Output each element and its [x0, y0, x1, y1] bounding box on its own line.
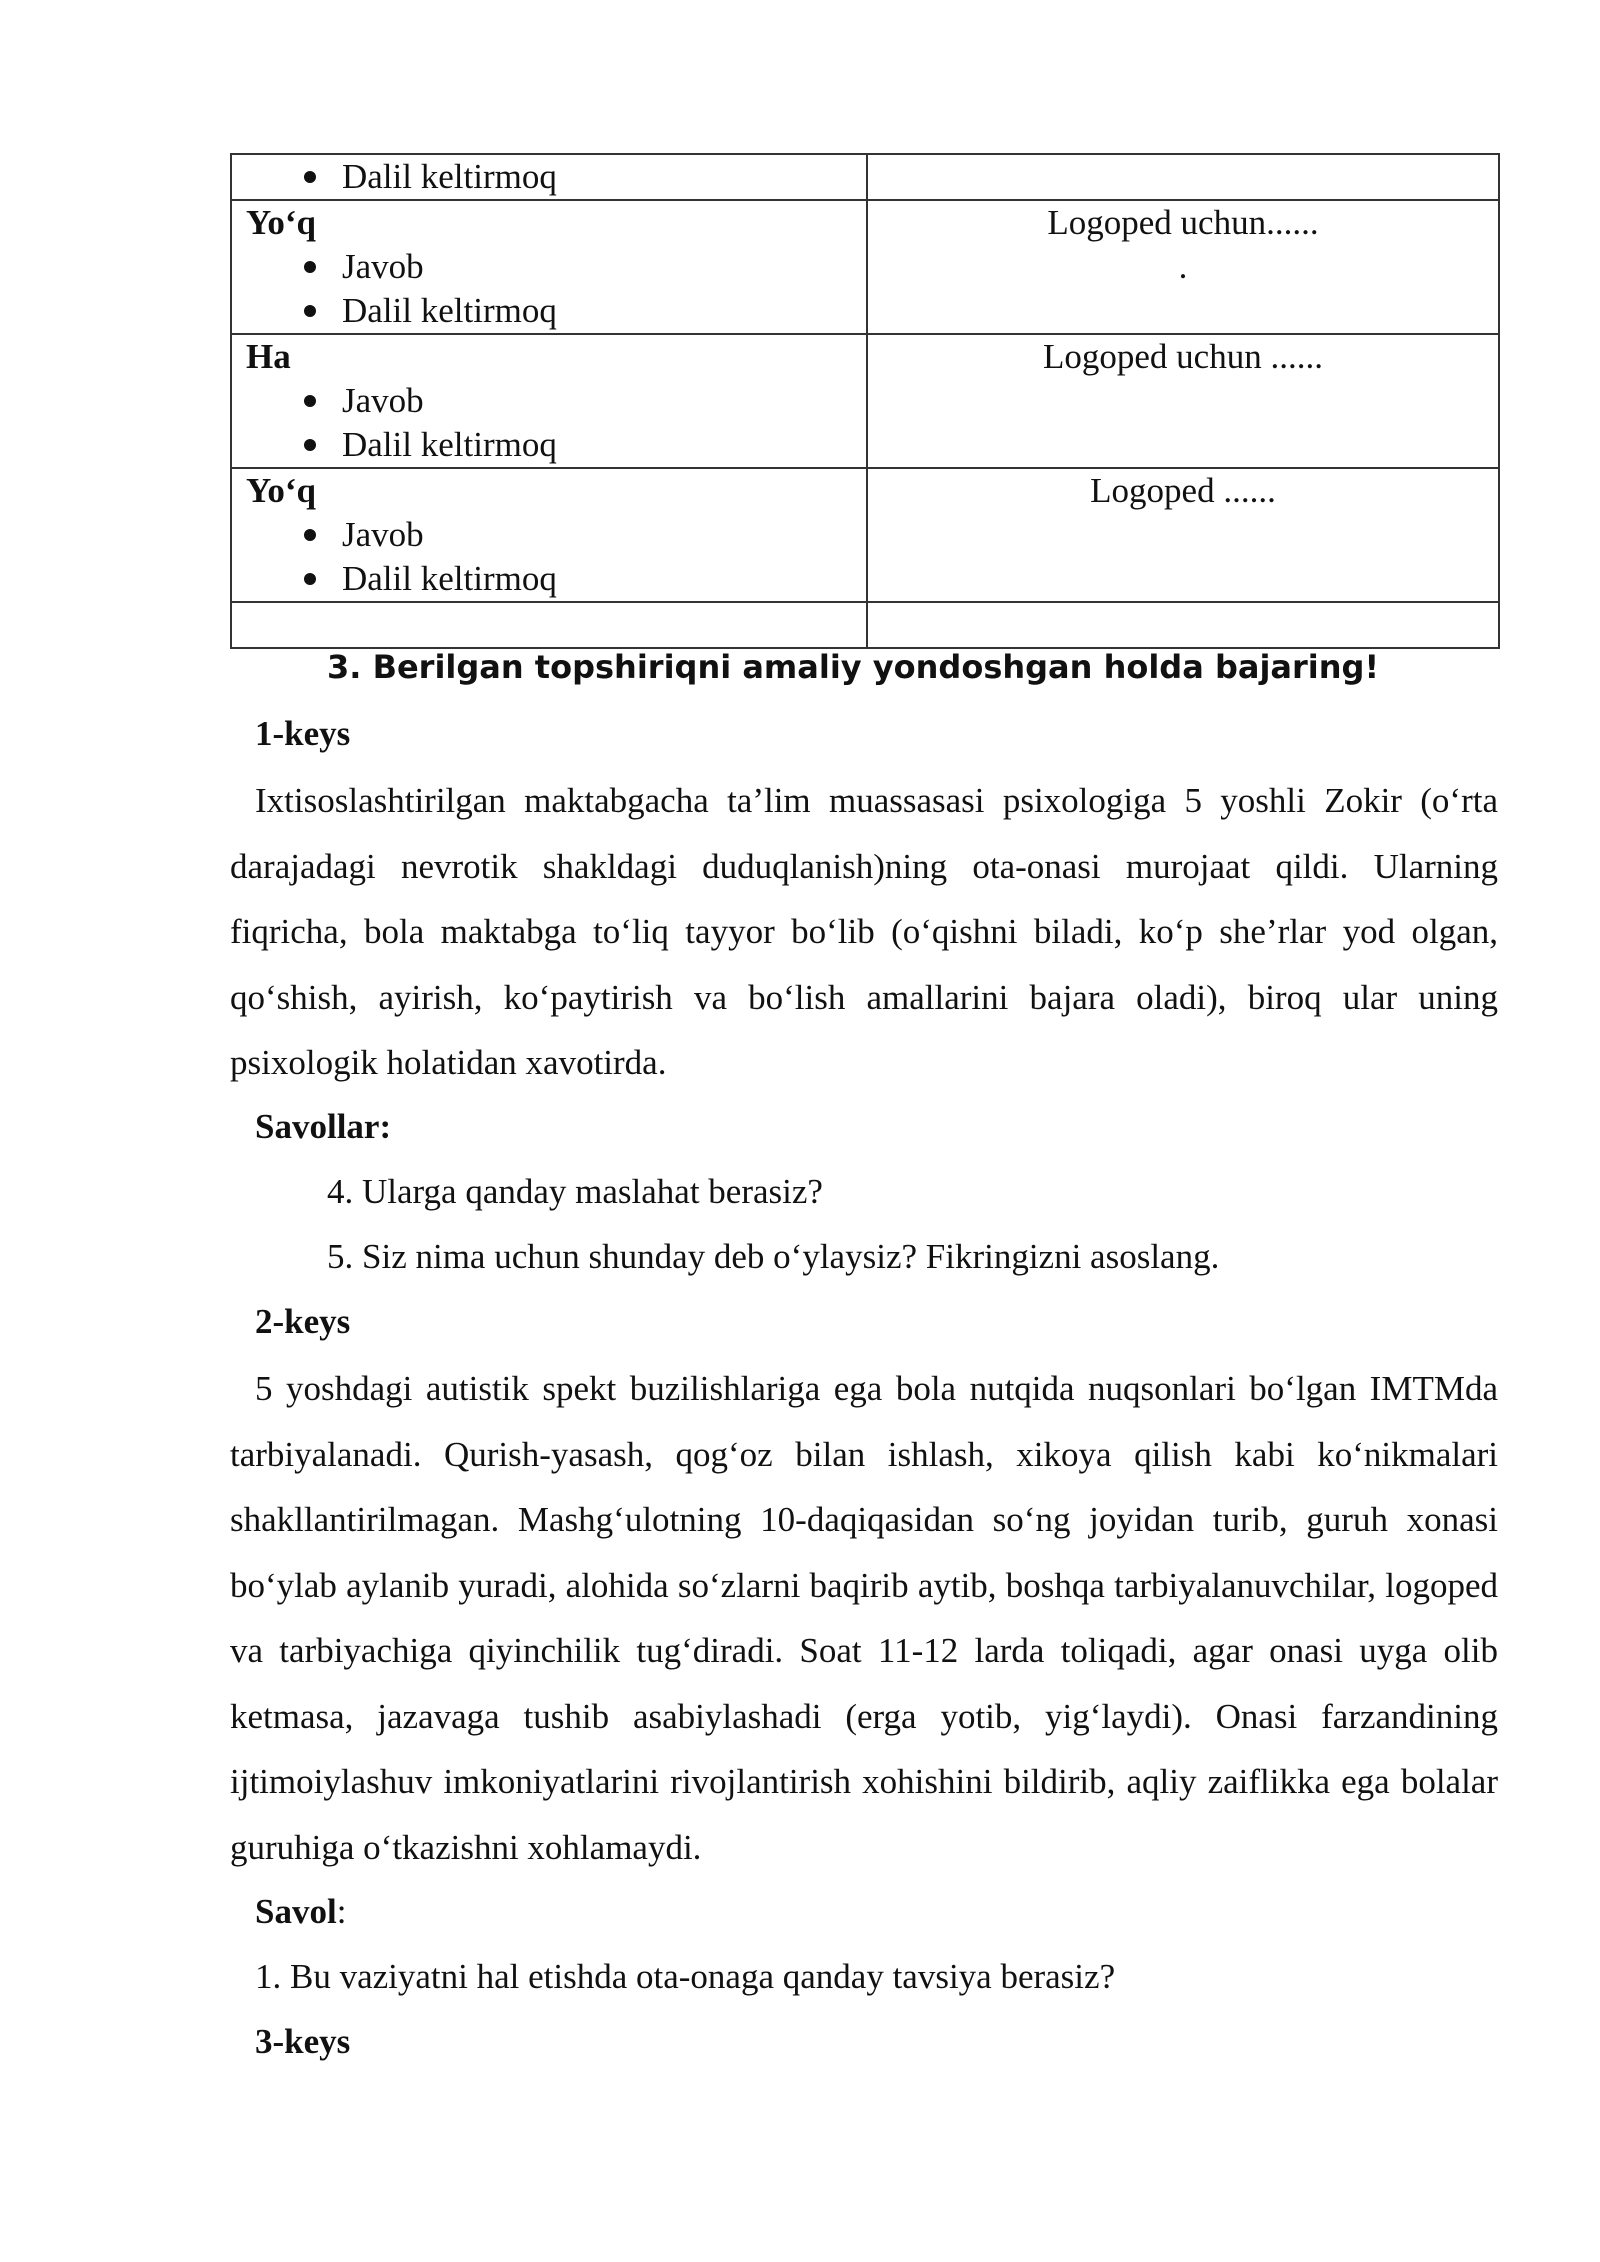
list-item — [246, 513, 866, 557]
bullet-icon — [304, 171, 316, 183]
list-item-text: Dalil keltirmoq — [342, 425, 557, 464]
table-row — [231, 334, 1499, 468]
bullet-list — [246, 513, 866, 601]
bullet-list — [246, 245, 866, 333]
case2-question-1: 1. Bu vaziyatni hal etishda ota-onaga qanday tavsiya berasiz? — [255, 1957, 1116, 1996]
case1-questions-label: Savollar: — [255, 1107, 392, 1146]
case2-question-label — [255, 1890, 346, 1934]
cell-heading: Ha — [246, 337, 291, 376]
bullet-icon — [304, 573, 316, 585]
case1-question-1: 4. Ularga qanday maslahat berasiz? — [327, 1172, 823, 1211]
task-heading: 3. Berilgan topshiriqni amaliy yondoshgan holda bajaring! — [327, 648, 1380, 686]
table-cell-left — [231, 468, 867, 602]
table-cell-left — [231, 154, 867, 200]
case2-text: 5 yoshdagi autistik spekt buzilishlariga ega bola nutqida nuqsonlari bo‘lgan IMTMda tarbiyalanadi. Qurish-yasash, qog‘oz bilan ishlash, xikoya qilish kabi ko‘nikmalari shakllantirilmagan. Mashg‘ulotning 10-daqiqasidan so‘ng joyidan turib, guruh xonasi bo‘ylab aylanib yuradi, alohida so‘zlarni baqirib aytib, boshqa tarbiyalanuvchilar, logoped va tarbiyachiga qiyinchilik tug‘diradi. Soat 11-12 larda toliqadi, agar onasi uyga olib ketmasa, jazavaga tushib asabiylashadi (erga yotib, yig‘laydi). Onasi farzandining ijtimoiylashuv imkoniyatlarini rivojlantirish xohishini bildirib, aqliy zaiflikka ega bolalar guruhiga o‘tkazishni xohlamaydi. — [230, 1369, 1498, 1867]
list-item-text: Javob — [342, 515, 424, 554]
case2-question-colon: : — [336, 1892, 347, 1931]
cell-heading: Yo‘q — [246, 471, 317, 510]
case3-title: 3-keys — [255, 2022, 351, 2061]
table-cell-right — [867, 154, 1499, 200]
case1-title: 1-keys — [255, 714, 351, 753]
cell-text: Logoped ...... — [1090, 471, 1276, 510]
bullet-icon — [304, 395, 316, 407]
list-item-text: Javob — [342, 247, 424, 286]
table-cell-left — [231, 200, 867, 334]
list-item-text: Dalil keltirmoq — [342, 559, 557, 598]
bullet-list — [246, 379, 866, 467]
table-cell-left — [231, 602, 867, 648]
case2-title: 2-keys — [255, 1302, 351, 1341]
bullet-list — [246, 155, 866, 199]
bullet-icon — [304, 439, 316, 451]
list-item-text: Dalil keltirmoq — [342, 291, 557, 330]
list-item-text: Javob — [342, 381, 424, 420]
bullet-icon — [304, 529, 316, 541]
table-cell-left — [231, 334, 867, 468]
table-cell-right — [867, 602, 1499, 648]
list-item — [246, 557, 866, 601]
bullet-icon — [304, 305, 316, 317]
cell-text: Logoped uchun ...... — [1043, 337, 1323, 376]
cell-text: Logoped uchun...... — [1047, 203, 1319, 242]
table-cell-right — [867, 468, 1499, 602]
table-row — [231, 154, 1499, 200]
table-cell-right — [867, 200, 1499, 334]
list-item — [246, 379, 866, 423]
case1-text: Ixtisoslashtirilgan maktabgacha ta’lim muassasasi psixologiga 5 yoshli Zokir (o‘rta darajadagi nevrotik shakldagi duduqlanish)ning ota-onasi murojaat qildi. Ularning fiqricha, bola maktabga to‘liq tayyor bo‘lib (o‘qishni biladi, ko‘p she’rlar yod olgan, qo‘shish, ayirish, ko‘paytirish va bo‘lish amallarini bajara oladi), biroq ular uning psixologik holatidan xavotirda. — [230, 781, 1498, 1082]
table-cell-right — [867, 334, 1499, 468]
table-row — [231, 468, 1499, 602]
list-item — [246, 289, 866, 333]
bullet-icon — [304, 261, 316, 273]
list-item — [246, 423, 866, 467]
cell-text: . — [1178, 247, 1188, 286]
answer-table — [230, 153, 1500, 649]
list-item — [246, 155, 866, 199]
case2-question-label-text: Savol — [255, 1892, 337, 1931]
table-row — [231, 200, 1499, 334]
table-row — [231, 602, 1499, 648]
list-item-text: Dalil keltirmoq — [342, 157, 557, 196]
case1-question-2: 5. Siz nima uchun shunday deb o‘ylaysiz? Fikringizni asoslang. — [327, 1237, 1220, 1276]
cell-heading: Yo‘q — [246, 203, 317, 242]
list-item — [246, 245, 866, 289]
